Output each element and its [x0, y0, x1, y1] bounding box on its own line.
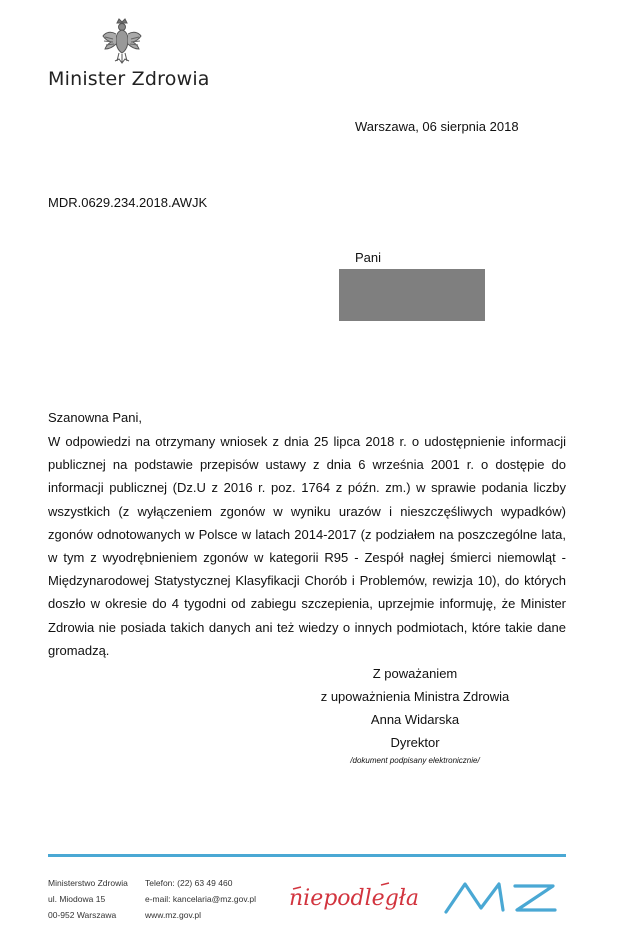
- letter-body: W odpowiedzi na otrzymany wniosek z dnia 25 lipca 2018 r. o udostępnienie informacji publicznej na podstawie przepisów ustawy z dnia 6 września 2001 r. o dostępie do informacji publicznej (Dz.U z 2016 r. poz. 1764 z późn. zm.) w sprawie podania liczby wszystkich (z wyłączeniem zgonów w wyniku urazów i nieszczęśliwych wypadków) zgonów odnotowanych w Polsce w latach 2014-2017 (z podziałem na poszczególne lata, w tym z wyodrębnieniem zgonów w kategorii R95 - Zespół nagłej śmierci niemowląt - Międzynarodowej Statystycznej Klasyfikacji Chorób i Problemów, rewizja 10), do których doszło w okresie do 4 tygodni od zabiegu szczepienia, uprzejmie informuję, że Minister Zdrowia nie posiada takich danych ani też wiedzy o innych podmiotach, które takie dane gromadzą.: [48, 434, 566, 658]
- footer-street: ul. Miodowa 15: [48, 894, 106, 904]
- signer-name: Anna Widarska: [370, 712, 460, 727]
- footer-postal: 00-952 Warszawa: [48, 910, 117, 920]
- footer-email: e-mail: kancelaria@mz.gov.pl: [145, 894, 256, 904]
- electronic-signature-note: /dokument podpisany elektronicznie/: [350, 756, 480, 765]
- niepodlegla-logo: [285, 877, 425, 917]
- footer-divider: [48, 854, 566, 857]
- signature-block: [255, 662, 575, 765]
- redacted-address-block: [339, 269, 485, 321]
- mz-logo: [443, 878, 558, 916]
- footer-org: Ministerstwo Zdrowia: [48, 878, 128, 888]
- ministry-name: Minister Zdrowia: [48, 68, 210, 90]
- footer-website: www.mz.gov.pl: [145, 910, 202, 920]
- footer-contact: [145, 875, 256, 923]
- polish-eagle-emblem-icon: [101, 17, 143, 65]
- letter-date: Warszawa, 06 sierpnia 2018: [355, 119, 519, 134]
- niepodlegla-logo-text: niepodległa: [289, 886, 420, 911]
- footer-phone: Telefon: (22) 63 49 460: [145, 878, 233, 888]
- signer-position: Dyrektor: [390, 735, 440, 750]
- signing-authority: z upoważnienia Ministra Zdrowia: [320, 689, 510, 704]
- reference-number: MDR.0629.234.2018.AWJK: [48, 195, 208, 210]
- closing-phrase: Z poważaniem: [372, 666, 458, 681]
- salutation: Szanowna Pani,: [48, 410, 142, 425]
- footer-address: [48, 875, 128, 923]
- addressee-title: Pani: [355, 250, 382, 265]
